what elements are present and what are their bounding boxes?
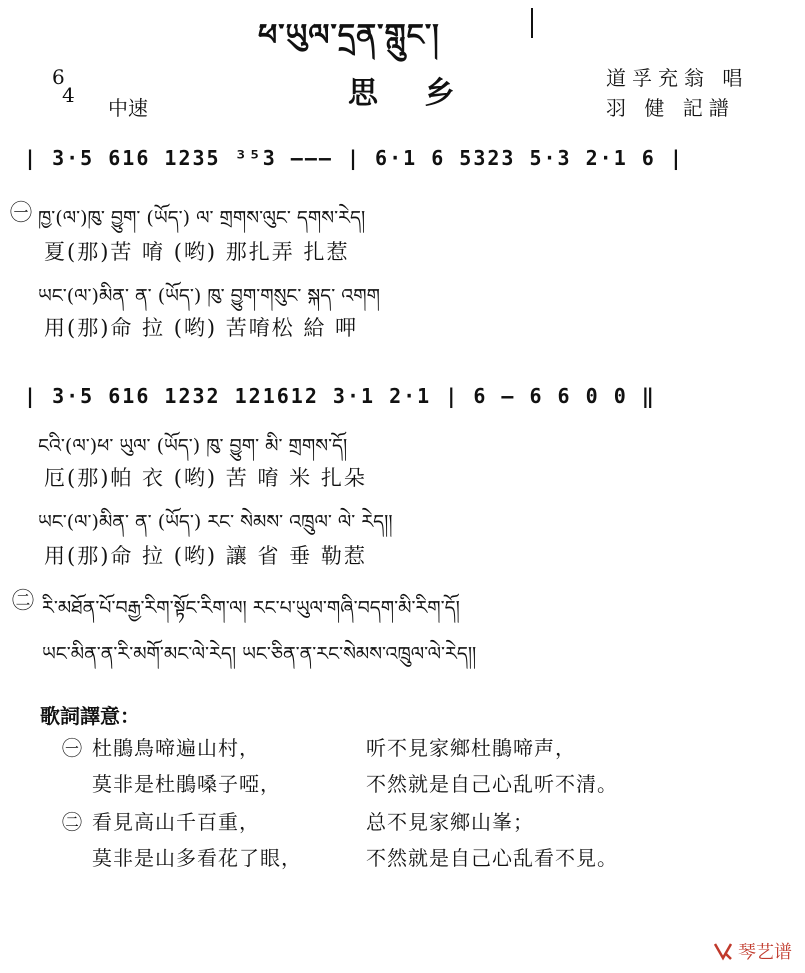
watermark-text: 琴艺谱 bbox=[738, 942, 792, 963]
lyric-tibetan-row-1-line-2: ཡང་(ལ་)མིན་ ན་ (ཡོད་) ཁུ་ བྱུག་གསུང་ སྐད་ འགག bbox=[38, 285, 380, 307]
lyric-chinese-row-2-line-2: 用(那)命 拉 (哟) 讓 省 垂 勒惹 bbox=[44, 544, 367, 568]
translation-verse-1-marker: ㊀ bbox=[62, 736, 83, 760]
translation-verse-2-line-2-left: 莫非是山多看花了眼， bbox=[92, 846, 302, 870]
tibetan-title: ཕ་ཡུལ་དྲན་གླུང་། bbox=[258, 18, 440, 53]
watermark-logo-icon bbox=[712, 940, 734, 962]
lyric-tibetan-row-2-line-1: ངའི་(ལ་)ཕ་ ཡུལ་ (ཡོད་) ཁུ་ བྱུག་ མི་ གྲགས་དོ། bbox=[38, 435, 348, 457]
verse-marker-2: ㊁ bbox=[12, 589, 35, 614]
lyric-tibetan-row-1-line-1: ཁྱ་(ལ་)ཁུ་ བྱུག་ (ཡོད་) ལ་ གྲགས་ལུང་ དགས་རེད། bbox=[38, 207, 366, 229]
time-signature bbox=[52, 65, 75, 107]
time-signature-top: 6 bbox=[52, 65, 65, 89]
translation-verse-1-line-2-left: 莫非是杜鵑嗓子啞， bbox=[92, 772, 281, 796]
translation-verse-2-line-2-right: 不然就是自己心乱看不見。 bbox=[366, 846, 618, 870]
verse2-tibetan-line-1: རི་མཐོན་པོ་བརྒྱ་རིག་སྟོང་རིག་ལ། རང་པ་ཡུལ་གཞི་བདག་མི་རིག་དོ། bbox=[42, 597, 460, 619]
lyric-chinese-row-1-line-1: 夏(那)苦 唷 (哟) 那扎弄 扎惹 bbox=[44, 240, 350, 264]
notation-row-2: | 3·5 616 1232 121612 3·1 2·1 | 6 — 6 6 0 0 ‖ bbox=[24, 384, 656, 408]
translation-heading: 歌詞譯意： bbox=[40, 704, 140, 728]
watermark bbox=[712, 938, 792, 964]
translation-verse-2-line-1-left: 看見高山千百重， bbox=[92, 810, 260, 834]
credit-singer: 道孚充翁 唱 bbox=[606, 66, 749, 90]
lyric-tibetan-row-2-line-2: ཡང་(ལ་)མིན་ ན་ (ཡོད་) རང་ སེམས་ འཁྲུལ་ ལེ་ རེད།། bbox=[38, 511, 393, 533]
lyric-chinese-row-1-line-2: 用(那)命 拉 (哟) 苦唷松 給 呷 bbox=[44, 316, 359, 340]
credit-transcriber: 羽 健 記譜 bbox=[606, 96, 735, 120]
verse2-tibetan-line-2: ཡང་མིན་ན་རི་མགོ་མང་ལེ་རེད། ཡང་ཅིན་ན་རང་སེམས་འཁྲུལ་ལེ་རེད།། bbox=[42, 643, 477, 665]
notation-row-1: | 3·5 616 1235 ³⁵3 ——— | 6·1 6 5323 5·3 2·1 6 | bbox=[24, 146, 684, 170]
lyric-chinese-row-2-line-1: 厄(那)帕 衣 (哟) 苦 唷 米 扎朵 bbox=[44, 466, 367, 490]
translation-verse-2-marker: ㊁ bbox=[62, 810, 83, 834]
verse-marker-1: ㊀ bbox=[10, 201, 33, 226]
song-title: 思 乡 bbox=[348, 76, 473, 111]
tempo-marking: 中速 bbox=[108, 96, 148, 120]
translation-verse-1-line-2-right: 不然就是自己心乱听不清。 bbox=[366, 772, 618, 796]
time-signature-bottom: 4 bbox=[62, 83, 75, 107]
translation-verse-1-line-1-right: 听不見家鄉杜鵑啼声， bbox=[366, 736, 576, 760]
translation-verse-2-line-1-right: 总不見家鄉山峯； bbox=[366, 810, 534, 834]
translation-verse-1-line-1-left: 杜鵑鳥啼遍山村， bbox=[92, 736, 260, 760]
title-bar-line bbox=[531, 8, 533, 38]
